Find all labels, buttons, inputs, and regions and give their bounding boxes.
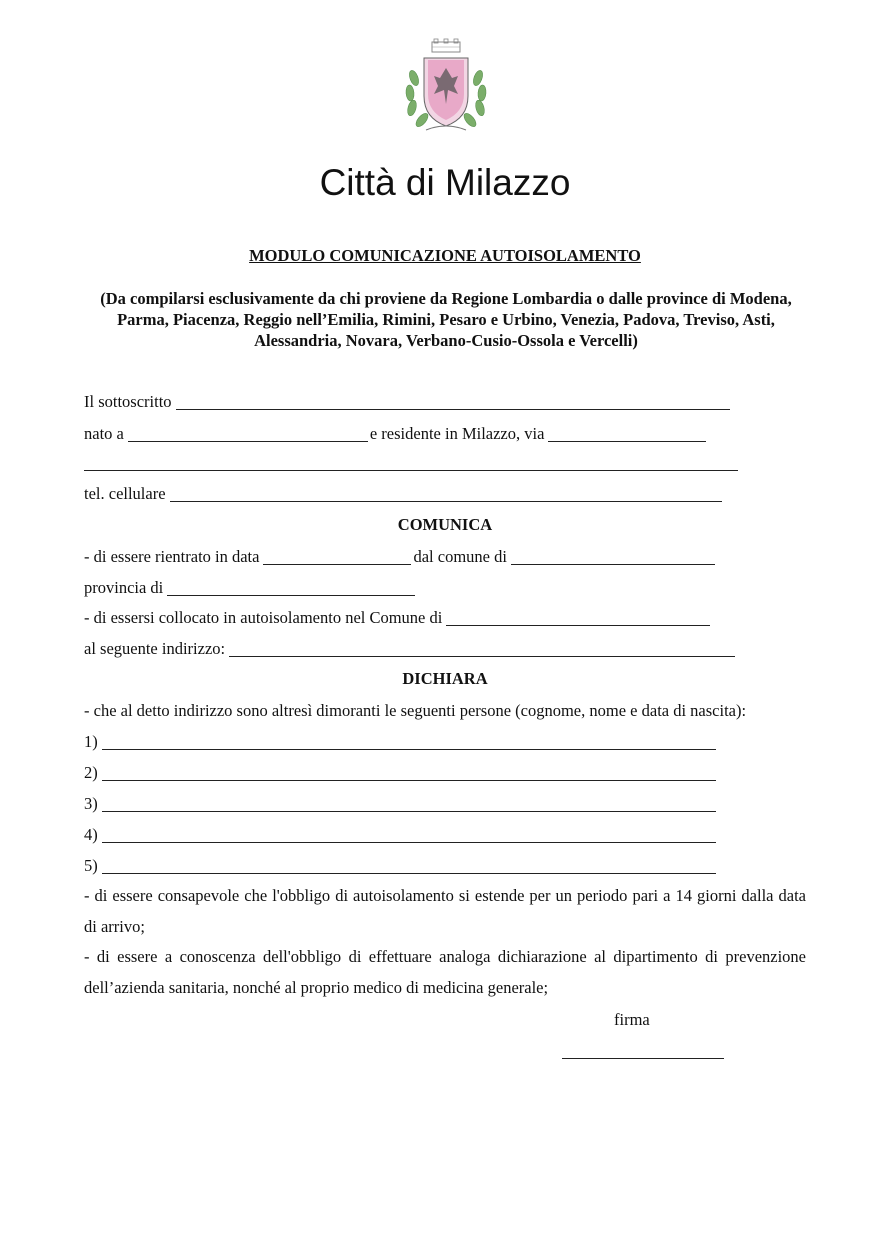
person-row xyxy=(84,732,718,752)
isolation-town-field[interactable] xyxy=(446,609,710,626)
person-field[interactable] xyxy=(102,733,716,750)
city-crest-logo xyxy=(400,38,492,138)
ribbon-icon xyxy=(426,126,466,130)
comune-label: dal comune di xyxy=(413,547,507,566)
tel-label: tel. cellulare xyxy=(84,484,166,503)
birthplace-field[interactable] xyxy=(128,425,368,442)
person-row xyxy=(84,794,718,814)
provincia-row xyxy=(84,578,417,598)
provincia-label: provincia di xyxy=(84,578,164,597)
conoscenza-paragraph: - di essere a conoscenza dell'obbligo di effettuare analoga dichiarazione al dipartimento di prevenzione dell’azienda sanitaria, nonché al proprio medico di medicina generale; xyxy=(84,947,806,997)
indirizzo-label: al seguente indirizzo: xyxy=(84,639,226,658)
person-field[interactable] xyxy=(102,795,716,812)
city-title: Città di Milazzo xyxy=(319,162,571,203)
person-number: 2) xyxy=(84,763,98,782)
autoisolamento-label: - di essersi collocato in autoisolamento nel Comune di xyxy=(84,608,443,627)
rientrato-label: - di essere rientrato in data xyxy=(84,547,260,566)
street-field[interactable] xyxy=(548,425,706,442)
signature-label: firma xyxy=(614,1010,650,1029)
indirizzo-row xyxy=(84,639,737,659)
phone-field[interactable] xyxy=(170,485,722,502)
sottoscritto-label: Il sottoscritto xyxy=(84,392,172,411)
sottoscritto-row xyxy=(84,392,732,412)
shield-icon xyxy=(424,58,468,126)
person-field[interactable] xyxy=(102,826,716,843)
dichiara-heading: DICHIARA xyxy=(402,669,488,688)
origin-town-field[interactable] xyxy=(511,548,715,565)
province-field[interactable] xyxy=(167,579,415,596)
person-number: 4) xyxy=(84,825,98,844)
sottoscritto-field[interactable] xyxy=(176,393,730,410)
return-date-field[interactable] xyxy=(263,548,411,565)
autoisolamento-row xyxy=(84,608,712,628)
person-field[interactable] xyxy=(102,764,716,781)
nato-row xyxy=(84,424,708,444)
person-row xyxy=(84,763,718,783)
crown-icon xyxy=(432,39,460,52)
form-title: MODULO COMUNICAZIONE AUTOISOLAMENTO xyxy=(249,246,641,265)
address-continuation-row xyxy=(84,454,740,473)
person-row xyxy=(84,856,718,876)
person-number: 5) xyxy=(84,856,98,875)
tel-row xyxy=(84,484,724,504)
person-field[interactable] xyxy=(102,857,716,874)
residente-label: e residente in Milazzo, via xyxy=(369,424,545,443)
isolation-address-field[interactable] xyxy=(229,640,735,657)
person-number: 3) xyxy=(84,794,98,813)
form-subtitle: (Da compilarsi esclusivamente da chi proviene da Regione Lombardia o dalle province di Modena, Parma, Piacenza, Reggio nell’Emilia, Rimini, Pesaro e Urbino, Venezia, Padova, Treviso, Asti, Alessandria, Novara, Verbano-Cusio-Ossola e Vercelli) xyxy=(100,289,792,350)
person-number: 1) xyxy=(84,732,98,751)
nato-label: nato a xyxy=(84,424,124,443)
person-row xyxy=(84,825,718,845)
persone-intro: - che al detto indirizzo sono altresì dimoranti le seguenti persone (cognome, nome e data di nascita): xyxy=(84,701,747,720)
consapevole-paragraph: - di essere consapevole che l'obbligo di autoisolamento si estende per un periodo pari a 14 giorni dalla data di arrivo; xyxy=(84,886,806,936)
comunica-heading: COMUNICA xyxy=(397,515,493,534)
address-continuation-field[interactable] xyxy=(84,454,738,471)
signature-field[interactable] xyxy=(562,1058,724,1059)
rientrato-row xyxy=(84,547,717,567)
